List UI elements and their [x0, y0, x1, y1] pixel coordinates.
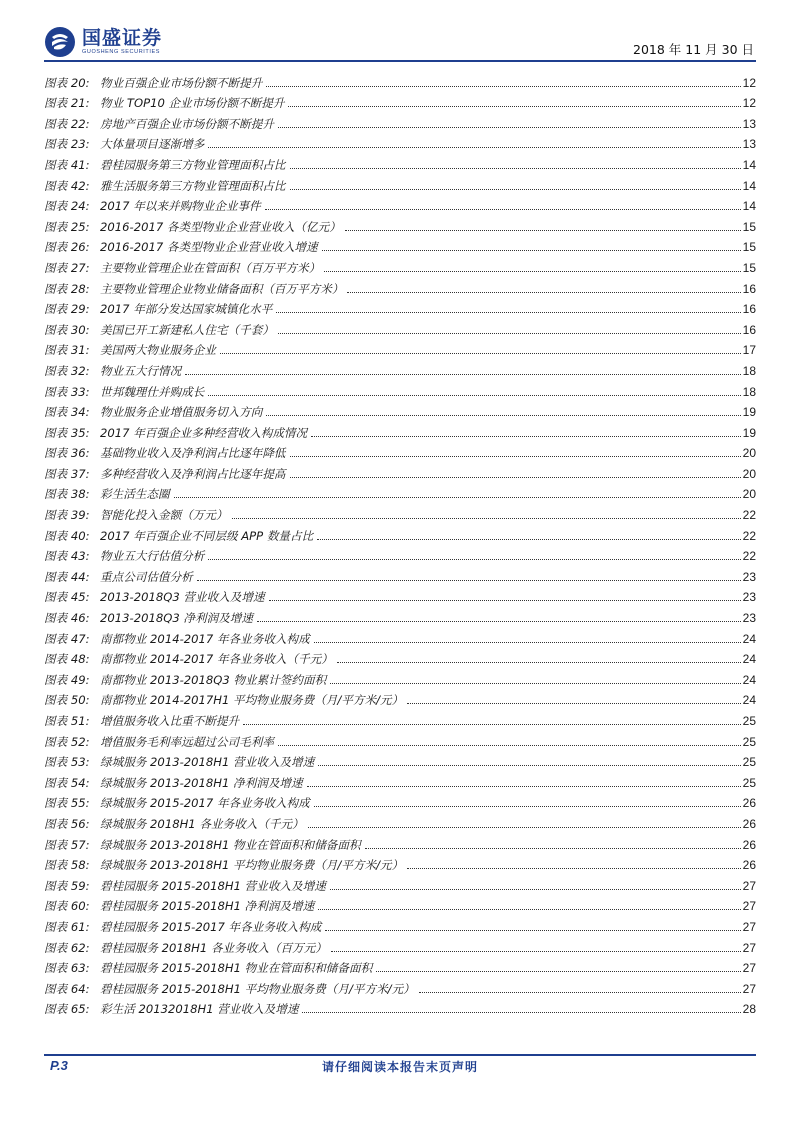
toc-entry-leader [265, 208, 741, 210]
logo-chinese-name: 国盛证券 [82, 27, 163, 49]
toc-entry-page: 15 [742, 240, 756, 255]
toc-entry-page: 17 [742, 343, 756, 358]
toc-entry-leader [347, 291, 740, 293]
toc-entry[interactable] [44, 254, 756, 275]
toc-entry-label: 图表 23: [44, 137, 90, 152]
toc-entry-leader [318, 764, 740, 766]
toc-entry-page: 15 [742, 260, 756, 275]
toc-entry-title: 彩生活 20132018H1 营业收入及增速 [100, 1002, 299, 1017]
toc-entry[interactable] [44, 543, 756, 564]
toc-entry-leader [330, 888, 741, 890]
toc-entry-page: 25 [742, 755, 756, 770]
toc-entry[interactable] [44, 728, 756, 749]
header-divider [44, 60, 756, 62]
toc-entry-page: 23 [742, 590, 756, 605]
toc-entry-leader [376, 970, 740, 972]
toc-entry-page: 15 [742, 219, 756, 234]
toc-entry[interactable] [44, 90, 756, 111]
company-logo [44, 26, 162, 58]
toc-entry[interactable] [44, 769, 756, 790]
toc-entry[interactable] [44, 172, 756, 193]
toc-entry-leader [278, 744, 741, 746]
toc-entry-label: 图表 24: [44, 199, 90, 214]
toc-entry-label: 图表 22: [44, 116, 90, 131]
toc-entry-label: 图表 31: [44, 343, 90, 358]
toc-entry[interactable] [44, 481, 756, 502]
toc-entry-page: 24 [742, 631, 756, 646]
toc-entry-title: 2017 年部分发达国家城镇化水平 [100, 302, 273, 317]
toc-entry-label: 图表 25: [44, 219, 90, 234]
toc-entry-page: 16 [742, 302, 756, 317]
toc-entry-page: 20 [742, 487, 756, 502]
toc-entry-page: 16 [742, 281, 756, 296]
toc-entry-leader [220, 352, 741, 354]
toc-entry[interactable] [44, 563, 756, 584]
toc-entry[interactable] [44, 625, 756, 646]
toc-entry-leader [290, 188, 741, 190]
toc-entry-title: 碧桂园服务第三方物业管理面积占比 [100, 157, 286, 172]
toc-entry-title: 房地产百强企业市场份额不断提升 [100, 116, 274, 131]
toc-entry-page: 16 [742, 322, 756, 337]
logo-emblem-icon [44, 26, 76, 58]
toc-entry-leader [243, 723, 741, 725]
toc-entry-page: 19 [742, 425, 756, 440]
toc-entry-label: 图表 27: [44, 260, 90, 275]
toc-entry[interactable] [44, 831, 756, 852]
toc-entry-page: 14 [742, 199, 756, 214]
toc-entry-leader [322, 249, 741, 251]
toc-entry-label: 图表 48: [44, 652, 90, 667]
toc-entry[interactable] [44, 749, 756, 770]
toc-entry[interactable] [44, 646, 756, 667]
toc-entry-leader [317, 538, 740, 540]
toc-entry-leader [278, 332, 741, 334]
toc-entry-leader [324, 270, 740, 272]
toc-entry-leader [308, 826, 741, 828]
toc-entry-leader [257, 620, 741, 622]
toc-entry-label: 图表 39: [44, 508, 90, 523]
toc-entry-title: 增值服务毛利率远超过公司毛利率 [100, 734, 274, 749]
toc-entry-label: 图表 64: [44, 981, 90, 996]
toc-entry-title: 绿城服务 2013-2018H1 平均物业服务费（月/平方米/元） [100, 858, 404, 873]
toc-entry-page: 27 [742, 961, 756, 976]
toc-entry-page: 22 [742, 528, 756, 543]
toc-entry-leader [318, 908, 740, 910]
toc-entry-title: 碧桂园服务 2015-2018H1 物业在管面积和储备面积 [100, 961, 373, 976]
toc-entry-leader [208, 558, 740, 560]
toc-entry-leader [311, 435, 741, 437]
toc-entry-leader [288, 105, 740, 107]
toc-entry-label: 图表 43: [44, 549, 90, 564]
toc-entry[interactable] [44, 337, 756, 358]
toc-entry[interactable] [44, 234, 756, 255]
toc-entry-title: 2017 年以来并购物业企业事件 [100, 199, 261, 214]
toc-entry-title: 2013-2018Q3 营业收入及增速 [100, 590, 265, 605]
toc-entry-page: 27 [742, 878, 756, 893]
toc-entry-label: 图表 26: [44, 240, 90, 255]
toc-entry-leader [290, 455, 741, 457]
toc-entry[interactable] [44, 893, 756, 914]
toc-entry-page: 18 [742, 363, 756, 378]
toc-entry-label: 图表 61: [44, 919, 90, 934]
toc-entry-label: 图表 34: [44, 405, 90, 420]
toc-entry-page: 25 [742, 714, 756, 728]
toc-entry[interactable] [44, 955, 756, 976]
toc-entry-leader [185, 373, 740, 375]
toc-entry-label: 图表 58: [44, 858, 90, 873]
toc-entry-page: 22 [742, 508, 756, 523]
toc-entry[interactable] [44, 913, 756, 934]
toc-entry-label: 图表 47: [44, 631, 90, 646]
toc-entry-label: 图表 44: [44, 569, 90, 584]
toc-entry-title: 重点公司估值分析 [100, 569, 193, 584]
toc-entry[interactable] [44, 460, 756, 481]
toc-entry-title: 主要物业管理企业在管面积（百万平方米） [100, 260, 321, 275]
toc-entry-title: 南都物业 2014-2017H1 平均物业服务费（月/平方米/元） [100, 693, 404, 708]
toc-entry-label: 图表 37: [44, 466, 90, 481]
toc-entry-page: 23 [742, 569, 756, 584]
toc-entry[interactable] [44, 501, 756, 522]
toc-entry-label: 图表 62: [44, 940, 90, 955]
toc-entry[interactable] [44, 872, 756, 893]
toc-entry-label: 图表 21: [44, 96, 90, 111]
toc-entry-title: 绿城服务 2018H1 各业务收入（千元） [100, 816, 304, 831]
toc-entry[interactable] [44, 69, 756, 90]
toc-entry-title: 大体量项目逐渐增多 [100, 137, 205, 152]
report-date: 2018 年 11 月 30 日 [633, 42, 754, 57]
toc-entry-title: 世邦魏理仕并购成长 [100, 384, 205, 399]
toc-entry-page: 27 [742, 940, 756, 955]
figure-list [44, 69, 756, 1016]
toc-entry-leader [232, 517, 741, 519]
toc-entry-leader [345, 229, 741, 231]
toc-entry-title: 雅生活服务第三方物业管理面积占比 [100, 178, 286, 193]
toc-entry[interactable] [44, 357, 756, 378]
toc-entry-page: 20 [742, 446, 756, 461]
toc-entry-title: 美国两大物业服务企业 [100, 343, 216, 358]
toc-entry-title: 2016-2017 各类型物业企业营业收入增速 [100, 240, 318, 255]
toc-entry-label: 图表 38: [44, 487, 90, 502]
toc-entry-label: 图表 46: [44, 611, 90, 626]
toc-entry-leader [325, 929, 740, 931]
toc-entry-leader [266, 414, 740, 416]
toc-entry-page: 13 [742, 137, 756, 152]
toc-entry-leader [290, 476, 741, 478]
toc-entry-leader [331, 950, 741, 952]
toc-entry-title: 碧桂园服务 2015-2018H1 净利润及增速 [100, 899, 315, 914]
toc-entry-page: 14 [742, 157, 756, 172]
toc-entry-label: 图表 65: [44, 1002, 90, 1017]
toc-entry-label: 图表 30: [44, 322, 90, 337]
toc-entry-leader [197, 579, 741, 581]
toc-entry-leader [208, 146, 740, 148]
toc-entry-label: 图表 63: [44, 961, 90, 976]
toc-entry-title: 碧桂园服务 2015-2018H1 营业收入及增速 [100, 878, 326, 893]
toc-entry[interactable] [44, 810, 756, 831]
toc-entry-leader [302, 1011, 740, 1013]
toc-entry-title: 绿城服务 2013-2018H1 物业在管面积和储备面积 [100, 837, 361, 852]
toc-entry-title: 彩生活生态圈 [100, 487, 170, 502]
toc-entry-leader [290, 167, 741, 169]
toc-entry-page: 27 [742, 981, 756, 996]
toc-entry-leader [269, 599, 741, 601]
page-header [44, 22, 756, 64]
toc-entry-title: 主要物业管理企业物业储备面积（百万平方米） [100, 281, 344, 296]
toc-entry-leader [278, 126, 741, 128]
toc-entry-leader [174, 496, 741, 498]
toc-entry-title: 美国已开工新建私人住宅（千套） [100, 322, 274, 337]
toc-entry-title: 南都物业 2014-2017 年各业务收入（千元） [100, 652, 333, 667]
toc-entry-page: 20 [742, 466, 756, 481]
toc-entry-title: 多种经营收入及净利润占比逐年提高 [100, 466, 286, 481]
toc-entry[interactable] [44, 522, 756, 543]
toc-entry[interactable] [44, 193, 756, 214]
toc-entry[interactable] [44, 316, 756, 337]
toc-entry[interactable] [44, 975, 756, 996]
toc-entry-leader [314, 805, 741, 807]
toc-entry-page: 18 [742, 384, 756, 399]
toc-entry-label: 图表 41: [44, 157, 90, 172]
toc-entry-page: 27 [742, 919, 756, 934]
toc-entry-page: 19 [742, 405, 756, 420]
toc-entry-title: 2017 年百强企业不同层级 APP 数量占比 [100, 528, 314, 543]
toc-entry[interactable] [44, 604, 756, 625]
toc-entry-page: 25 [742, 734, 756, 749]
toc-entry-title: 绿城服务 2013-2018H1 营业收入及增速 [100, 755, 315, 770]
toc-entry-leader [407, 702, 740, 704]
toc-entry[interactable] [44, 440, 756, 461]
toc-entry-leader [337, 661, 741, 663]
toc-entry[interactable] [44, 666, 756, 687]
toc-entry-page: 14 [742, 178, 756, 193]
toc-entry-page: 25 [742, 775, 756, 790]
toc-entry[interactable] [44, 213, 756, 234]
toc-entry[interactable] [44, 151, 756, 172]
toc-entry[interactable] [44, 275, 756, 296]
toc-entry-page: 26 [742, 816, 756, 831]
toc-entry[interactable] [44, 131, 756, 152]
toc-entry-label: 图表 54: [44, 775, 90, 790]
toc-entry-page: 26 [742, 796, 756, 811]
toc-entry-title: 绿城服务 2015-2017 年各业务收入构成 [100, 796, 310, 811]
toc-entry[interactable] [44, 852, 756, 873]
toc-entry-label: 图表 35: [44, 425, 90, 440]
toc-entry[interactable] [44, 687, 756, 708]
toc-entry-leader [365, 847, 741, 849]
toc-entry[interactable] [44, 996, 756, 1017]
toc-entry-title: 物业 TOP10 企业市场份额不断提升 [100, 96, 285, 111]
toc-entry[interactable] [44, 790, 756, 811]
toc-entry-title: 物业五大行估值分析 [100, 549, 205, 564]
toc-entry-label: 图表 32: [44, 363, 90, 378]
toc-entry-leader [266, 85, 740, 87]
toc-entry-title: 碧桂园服务 2018H1 各业务收入（百万元） [100, 940, 327, 955]
toc-entry-label: 图表 52: [44, 734, 90, 749]
toc-entry-label: 图表 57: [44, 837, 90, 852]
toc-entry-page: 23 [742, 611, 756, 626]
toc-entry-title: 南都物业 2013-2018Q3 物业累计签约面积 [100, 672, 327, 687]
toc-entry-label: 图表 59: [44, 878, 90, 893]
toc-entry-label: 图表 51: [44, 714, 90, 728]
toc-entry-label: 图表 33: [44, 384, 90, 399]
toc-entry-page: 24 [742, 693, 756, 708]
toc-entry-leader [330, 682, 740, 684]
toc-entry-title: 智能化投入金额（万元） [100, 508, 228, 523]
toc-entry-label: 图表 45: [44, 590, 90, 605]
toc-entry-page: 27 [742, 899, 756, 914]
toc-entry-title: 2013-2018Q3 净利润及增速 [100, 611, 253, 626]
toc-entry-label: 图表 49: [44, 672, 90, 687]
toc-entry-page: 22 [742, 549, 756, 564]
toc-entry-title: 绿城服务 2013-2018H1 净利润及增速 [100, 775, 303, 790]
toc-entry-leader [314, 641, 741, 643]
toc-entry-page: 26 [742, 858, 756, 873]
logo-english-name: GUOSHENG SECURITIES [82, 49, 161, 55]
toc-entry-leader [276, 311, 740, 313]
toc-entry-page: 12 [742, 75, 756, 90]
toc-entry[interactable] [44, 707, 756, 728]
toc-entry-leader [407, 867, 740, 869]
toc-entry-page: 28 [742, 1002, 756, 1017]
toc-entry-label: 图表 40: [44, 528, 90, 543]
toc-entry-title: 碧桂园服务 2015-2017 年各业务收入构成 [100, 919, 322, 934]
toc-entry-title: 2016-2017 各类型物业企业营业收入（亿元） [100, 219, 341, 234]
toc-entry-title: 基础物业收入及净利润占比逐年降低 [100, 446, 286, 461]
toc-entry-page: 12 [742, 96, 756, 111]
toc-entry[interactable] [44, 934, 756, 955]
page-number: P.3 [50, 1058, 68, 1073]
toc-entry-page: 24 [742, 652, 756, 667]
toc-entry-label: 图表 36: [44, 446, 90, 461]
toc-entry-title: 物业百强企业市场份额不断提升 [100, 75, 263, 90]
toc-entry-title: 物业服务企业增值服务切入方向 [100, 405, 263, 420]
toc-entry-label: 图表 56: [44, 816, 90, 831]
toc-entry-label: 图表 20: [44, 75, 90, 90]
toc-entry-label: 图表 50: [44, 693, 90, 708]
toc-entry-label: 图表 55: [44, 796, 90, 811]
toc-entry-leader [307, 785, 741, 787]
toc-entry-title: 2017 年百强企业多种经营收入构成情况 [100, 425, 308, 440]
toc-entry[interactable] [44, 378, 756, 399]
toc-entry[interactable] [44, 584, 756, 605]
toc-entry-label: 图表 28: [44, 281, 90, 296]
toc-entry-label: 图表 53: [44, 755, 90, 770]
toc-entry-leader [208, 394, 740, 396]
toc-entry-title: 物业五大行情况 [100, 363, 182, 378]
toc-entry-leader [419, 991, 741, 993]
toc-entry[interactable] [44, 110, 756, 131]
toc-entry-page: 24 [742, 672, 756, 687]
toc-entry-page: 13 [742, 116, 756, 131]
footer-disclaimer: 请仔细阅读本报告末页声明 [321, 1060, 478, 1074]
toc-entry-title: 南都物业 2014-2017 年各业务收入构成 [100, 631, 310, 646]
toc-entry[interactable] [44, 419, 756, 440]
toc-entry-title: 增值服务收入比重不断提升 [100, 714, 240, 728]
toc-entry-label: 图表 60: [44, 899, 90, 914]
toc-entry-title: 碧桂园服务 2015-2018H1 平均物业服务费（月/平方米/元） [100, 981, 415, 996]
toc-entry[interactable] [44, 399, 756, 420]
toc-entry-label: 图表 29: [44, 302, 90, 317]
footer-divider [44, 1054, 756, 1056]
toc-entry-page: 26 [742, 837, 756, 852]
toc-entry-label: 图表 42: [44, 178, 90, 193]
toc-entry[interactable] [44, 296, 756, 317]
